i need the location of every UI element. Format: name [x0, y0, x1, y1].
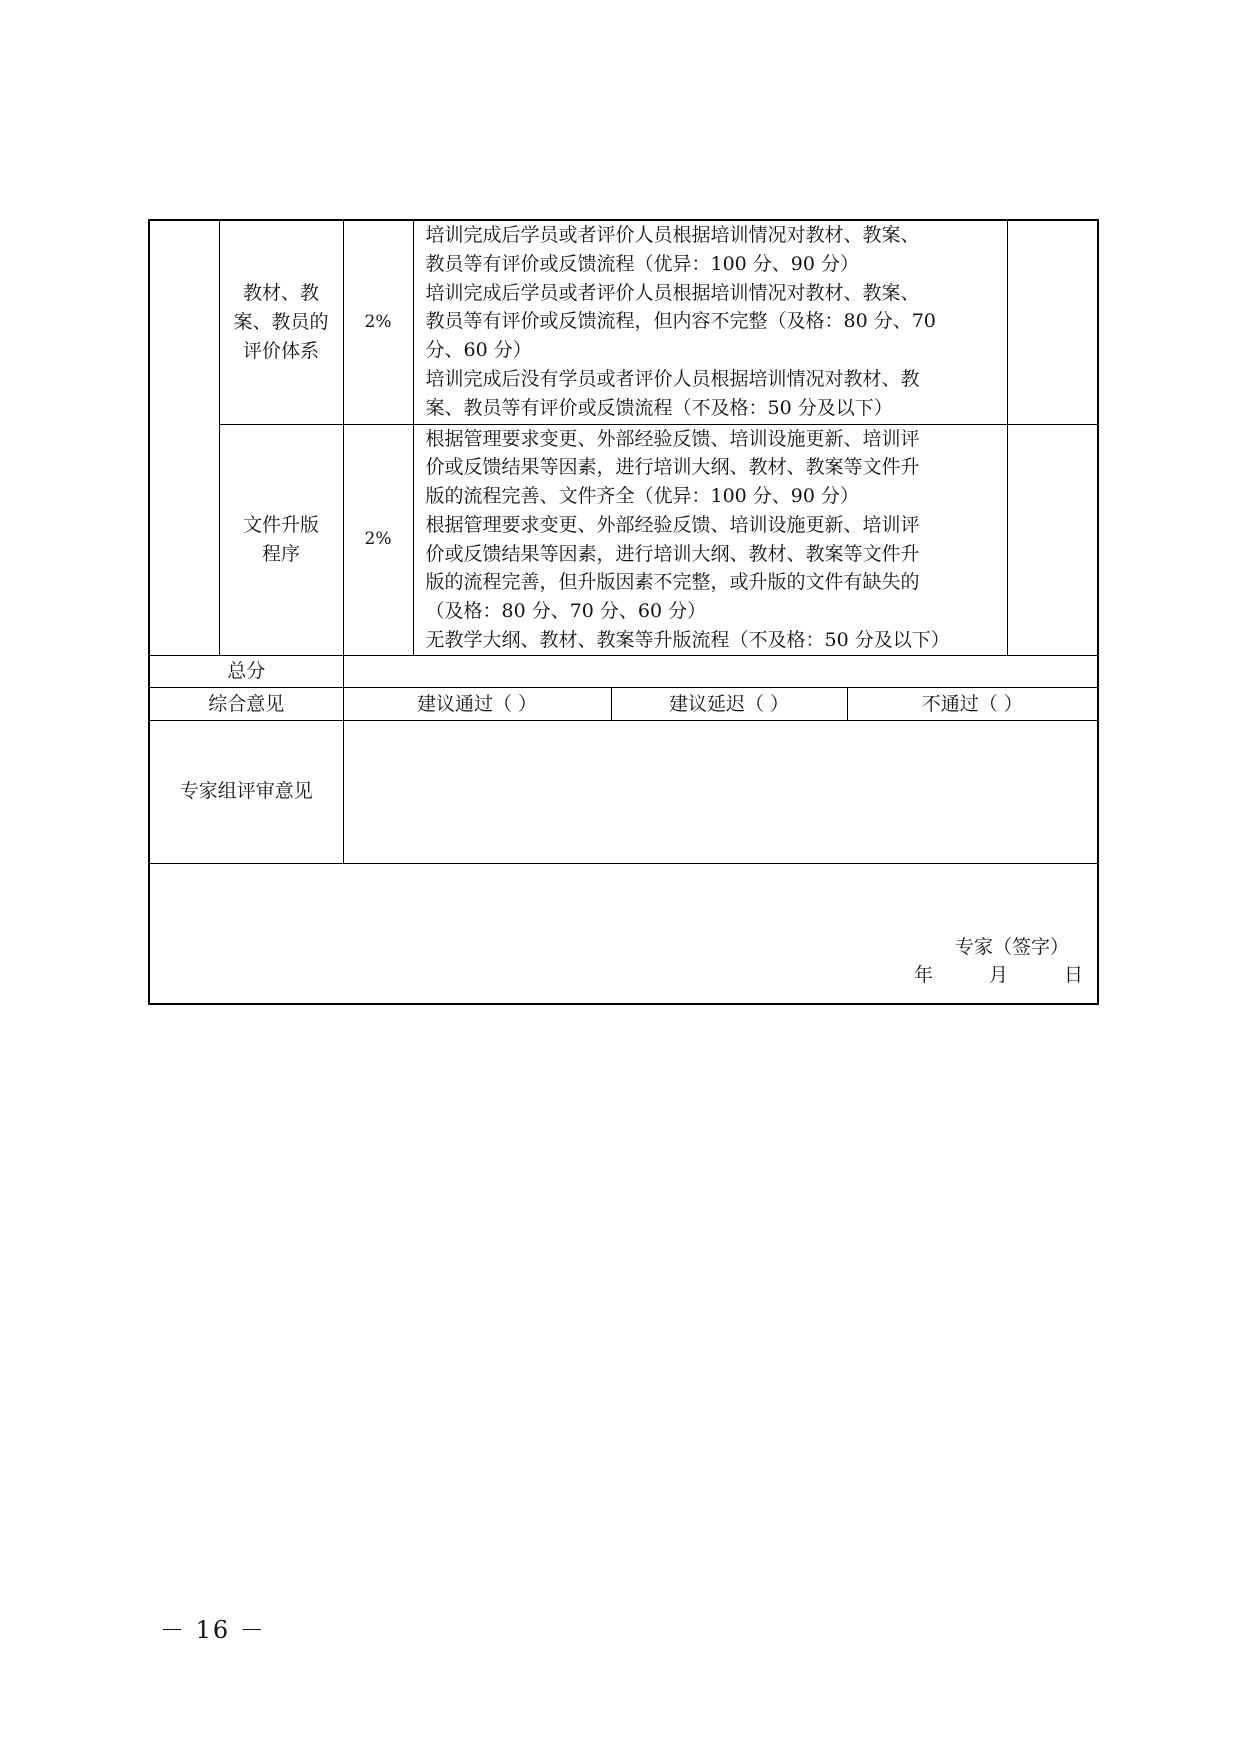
total-label: 总分	[149, 655, 343, 687]
criteria-cell	[413, 220, 1007, 424]
score-cell[interactable]	[1007, 220, 1098, 424]
option-reject[interactable]: 不通过（ ）	[847, 687, 1098, 720]
criteria-line: （及格：80 分、70 分、60 分）	[425, 600, 707, 623]
date-year: 年	[913, 963, 933, 986]
criteria-line: 版的流程完善、文件齐全（优异：100 分、90 分）	[425, 485, 860, 508]
score-cell[interactable]	[1007, 424, 1098, 655]
criteria-line: 培训完成后学员或者评价人员根据培训情况对教材、教案、	[425, 281, 920, 304]
criteria-line: 教员等有评价或反馈流程（优异：100 分、90 分）	[425, 252, 860, 275]
overall-label: 综合意见	[149, 687, 343, 720]
signature-label: 专家（签字）	[954, 935, 1069, 958]
item-name-line: 评价体系	[242, 339, 319, 362]
option-approve[interactable]: 建议通过（ ）	[343, 687, 611, 720]
criteria-cell	[413, 424, 1007, 655]
criteria-line: 培训完成后没有学员或者评价人员根据培训情况对教材、教	[425, 367, 920, 390]
expert-review-label: 专家组评审意见	[149, 720, 343, 863]
table-row	[149, 220, 1098, 424]
item-name-cell	[219, 220, 343, 424]
expert-review-field[interactable]	[343, 720, 1098, 863]
item-name-line: 文件升版	[242, 513, 319, 536]
criteria-line: 培训完成后学员或者评价人员根据培训情况对教材、教案、	[425, 224, 920, 246]
criteria-line: 教员等有评价或反馈流程，但内容不完整（及格：80 分、70	[425, 310, 936, 333]
evaluation-table	[148, 219, 1099, 1005]
criteria-line: 分、60 分）	[425, 339, 532, 362]
item-name-line: 案、教员的	[233, 310, 329, 333]
overall-row	[149, 687, 1098, 720]
item-name-cell	[219, 424, 343, 655]
expert-review-row	[149, 720, 1098, 863]
signature-cell[interactable]	[149, 863, 1098, 1004]
date-day: 日	[1063, 963, 1083, 986]
criteria-line: 根据管理要求变更、外部经验反馈、培训设施更新、培训评	[425, 513, 920, 536]
category-cell	[149, 220, 219, 655]
total-value[interactable]	[343, 655, 1098, 687]
date-month: 月	[988, 963, 1008, 986]
criteria-line: 价或反馈结果等因素，进行培训大纲、教材、教案等文件升	[425, 456, 920, 479]
item-name-line: 教材、教	[242, 281, 319, 304]
table-row	[149, 424, 1098, 655]
item-name-line: 程序	[261, 542, 300, 565]
page-number: － 16 －	[160, 1616, 266, 1644]
criteria-line: 价或反馈结果等因素，进行培训大纲、教材、教案等文件升	[425, 542, 920, 565]
total-row	[149, 655, 1098, 687]
criteria-line: 案、教员等有评价或反馈流程（不及格：50 分及以下）	[425, 396, 893, 419]
weight-cell: 2%	[343, 220, 413, 424]
criteria-line: 无教学大纲、教材、教案等升版流程（不及格：50 分及以下）	[425, 629, 950, 652]
criteria-line: 根据管理要求变更、外部经验反馈、培训设施更新、培训评	[425, 427, 920, 450]
criteria-line: 版的流程完善，但升版因素不完整，或升版的文件有缺失的	[425, 571, 920, 594]
signature-row	[149, 863, 1098, 1004]
weight-cell: 2%	[343, 424, 413, 655]
option-delay[interactable]: 建议延迟（ ）	[611, 687, 847, 720]
signature-date	[914, 961, 1083, 989]
